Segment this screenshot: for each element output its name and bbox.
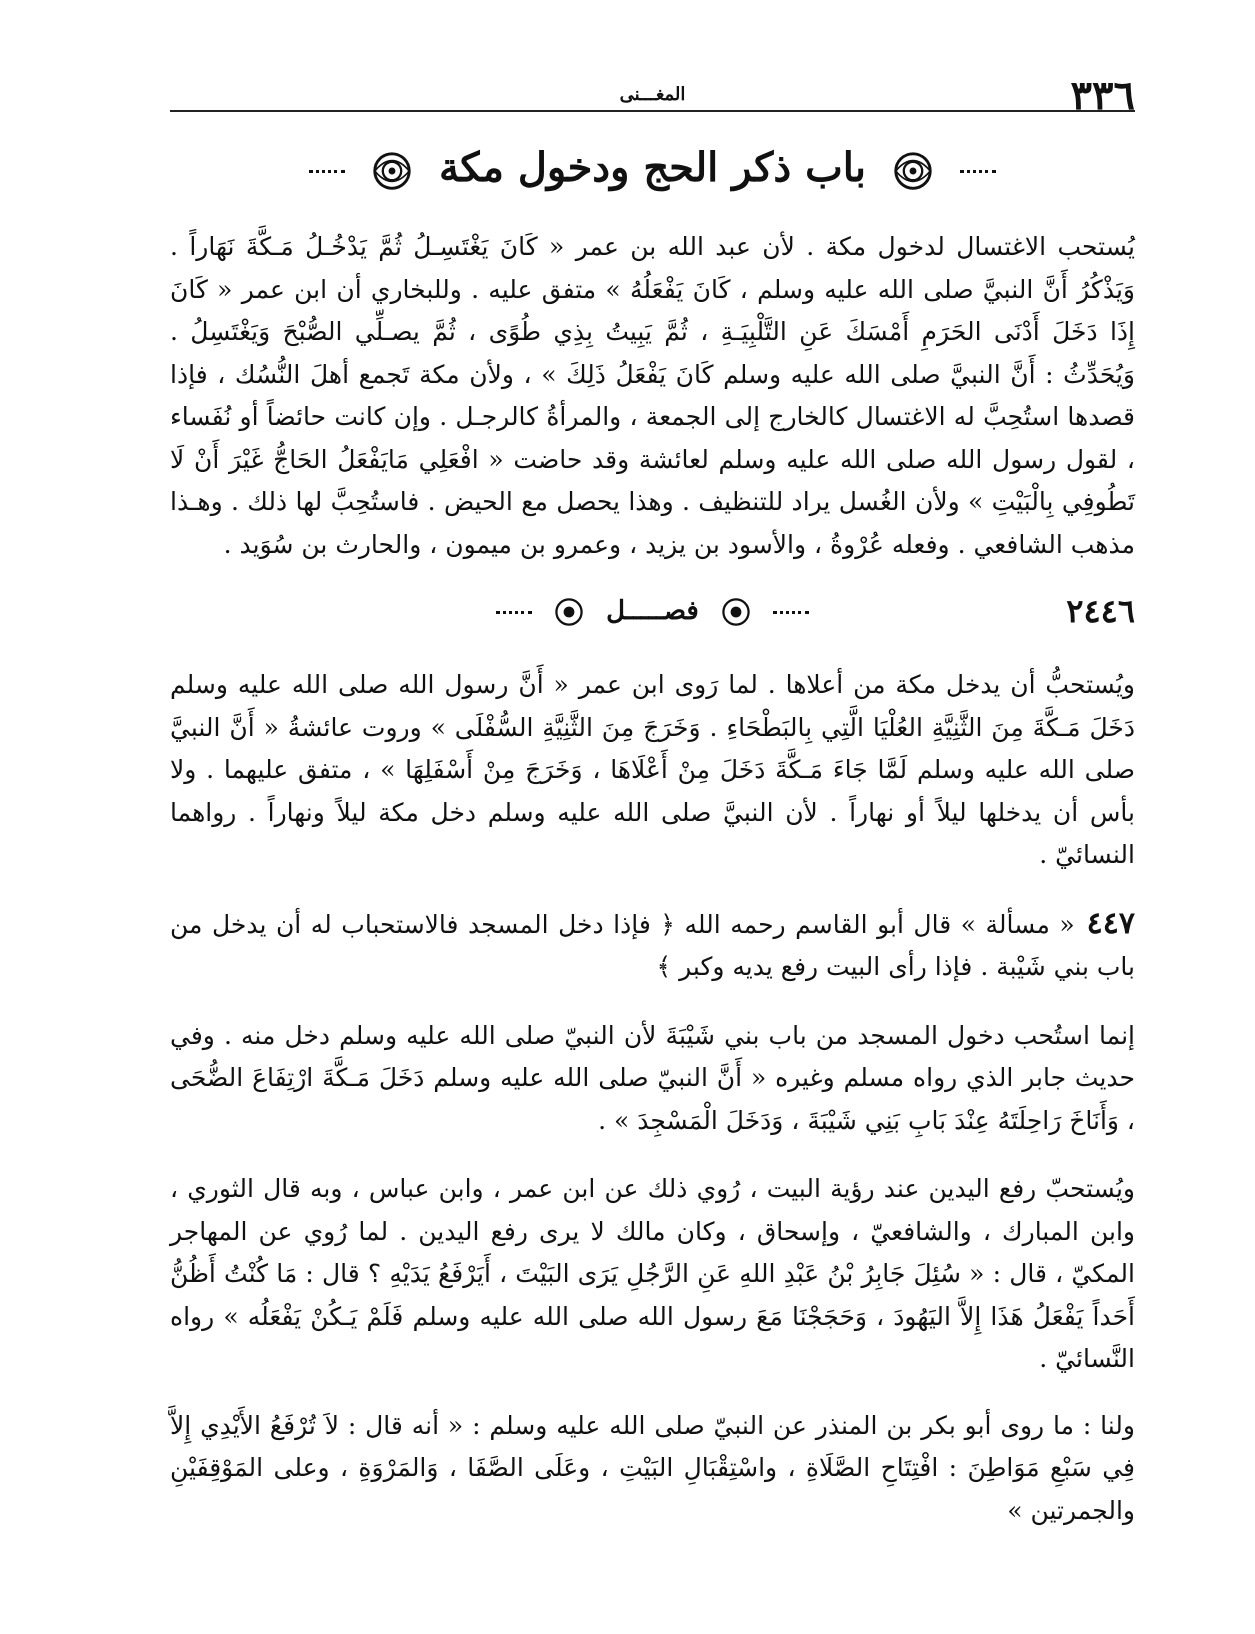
paragraph-ghusl: يُستحب الاغتسال لدخول مكة . لأن عبد الله بن عمر « كَانَ يَغْتَسِـلُ ثُمَّ يَدْخُـلُ مَـكَّةَ نَهَاراً . وَيَذْكُرُ أَنَّ النبيَّ صلى الله عليه وسلم ، كَانَ يَفْعَلُهُ » متفق عليه . وللبخاري أن ابن عمر « كَانَ إِذَا دَخَلَ أَدْنَى الحَرَمِ أَمْسَكَ عَنِ التَّلْبِيَـةِ ، ثُمَّ يَبِيتُ بِذِي طُوًى ، ثُمَّ يصـلِّي الصُّبْحَ وَيَغْتَسِلُ . وَيُحَدِّثُ : أَنَّ النبيَّ صلى الله عليه وسلم كَانَ يَفْعَلُ ذَلِكَ » ، ولأن مكة تَجمع أهلَ النُّسُك ، فإذا قصدها استُحِبَّ له الاغتسال كالخارج إلى الجمعة ، والمرأةُ كالرجـل . وإن كانت حائضاً أو نُفَساء ، لقول رسول الله صلى الله عليه وسلم لعائشة وقد حاضت « افْعَلِي مَايَفْعَلُ الحَاجُّ غَيْرَ أَنْ لَا تَطُوفِي بِالْبَيْتِ » ولأن الغُسل يراد للتنظيف . وهذا يحصل مع الحيض . فاستُحِبَّ لها ذلك . وهـذا مذهب الشافعي . وفعله عُرْوةُ ، والأسود بن يزيد ، وعمرو بن ميمون ، والحارث بن سُوَيد . <box>170 232 1135 559</box>
fasl-number: ٢٤٤٦ <box>1066 592 1135 630</box>
page-content <box>170 226 1135 1558</box>
masala-paragraph <box>170 903 1135 989</box>
masala-number: ٤٤٧ <box>1086 905 1135 941</box>
floral-ornament-icon <box>369 148 415 194</box>
dotted-ornament-line <box>309 170 345 173</box>
paragraph-bani-shayba: إنما استُحب دخول المسجد من باب بني شَيْبَةَ لأن النبيّ صلى الله عليه وسلم دخل منه . وفي حديث جابر الذي رواه مسلم وغيره « أَنَّ النبيّ صلى الله عليه وسلم دَخَلَ مَـكَّةَ ارْتِفَاعَ الضُّحَى ، وَأَنَاخَ رَاحِلَتَهُ عِنْدَ بَابِ بَنِي شَيْبَةَ ، وَدَخَلَ الْمَسْجِدَ » . <box>170 1020 1135 1135</box>
fasl-title-block <box>170 594 1135 630</box>
paragraph-raising-hands: ويُستحبّ رفع اليدين عند رؤية البيت ، رُوي ذلك عن ابن عمر ، وابن عباس ، وبه قال الثوري ، وابن المبارك ، والشافعيّ ، وإسحاق ، وكان مالك لا يرى رفع اليدين . لما رُوي عن المهاجر المكيّ ، قال : « سُئِلَ جَابِرُ بْنُ عَبْدِ اللهِ عَنِ الرَّجُلِ يَرَى البَيْتَ ، أَيَرْفَعُ يَدَيْهِ ؟ قال : مَا كُنْتُ أَظُنُّ أَحَداً يَفْعَلُ هَذَا إِلاَّ اليَهُودَ ، وَحَجَجْنَا مَعَ رسول الله صلى الله عليه وسلم فَلَمْ يَـكُنْ يَفْعَلُه » رواه النَّسائيّ . <box>170 1174 1135 1373</box>
running-title: المغـــنى <box>619 84 686 105</box>
fasl-title: فصـــــل <box>606 596 699 626</box>
page-number: ٣٣٦ <box>1070 72 1135 119</box>
dotted-ornament-line <box>496 611 532 614</box>
dotted-ornament-line <box>960 170 996 173</box>
header-rule <box>170 110 1135 112</box>
floral-ornament-icon <box>890 148 936 194</box>
dotted-ornament-line <box>773 611 809 614</box>
floral-ornament-icon <box>718 594 754 630</box>
chapter-title-block <box>170 138 1135 198</box>
masala-text: « مسألة » قال أبو القاسم رحمه الله ﴿ فإذا دخل المسجد فالاستحباب له أن يدخل من باب بني شَيْبة . فإذا رأى البيت رفع يديه وكبر ﴾ <box>170 909 1135 981</box>
floral-ornament-icon <box>551 594 587 630</box>
paragraph-evidence: ولنا : ما روى أبو بكر بن المنذر عن النبيّ صلى الله عليه وسلم : « أنه قال : لاَ تُرْفَعُ الأَيْدِي إِلاَّ فِي سَبْعِ مَوَاطِنَ : افْتِتَاحِ الصَّلَاةِ ، واسْتِقْبَالِ البَيْتِ ، وعَلَى الصَّفَا ، وَالمَرْوَةِ ، وعلى المَوْقِفَيْنِ والجمرتين » <box>170 1410 1135 1525</box>
fasl-heading <box>170 592 1135 640</box>
paragraph-entering-mecca: ويُستحبُّ أن يدخل مكة من أعلاها . لما رَوى ابن عمر « أَنَّ رسول الله صلى الله عليه وسلم دَخَلَ مَـكَّةَ مِنَ الثَّنِيَّةِ العُلْيَا الَّتِي بِالبَطْحَاءِ . وَخَرَجَ مِنَ الثَّنِيَّةِ السُّفْلَى » وروت عائشةُ « أَنَّ النبيَّ صلى الله عليه وسلم لَمَّا جَاءَ مَـكَّةَ دَخَلَ مِنْ أَعْلَاهَا ، وَخَرَجَ مِنْ أَسْفَلِهَا » ، متفق عليهما . ولا بأس أن يدخلها ليلاً أو نهاراً . لأن النبيَّ صلى الله عليه وسلم دخل مكة ليلاً ونهاراً . رواهما النسائيّ . <box>170 670 1135 869</box>
chapter-title: باب ذكر الحج ودخول مكة <box>438 144 867 191</box>
page-header <box>170 72 1135 119</box>
